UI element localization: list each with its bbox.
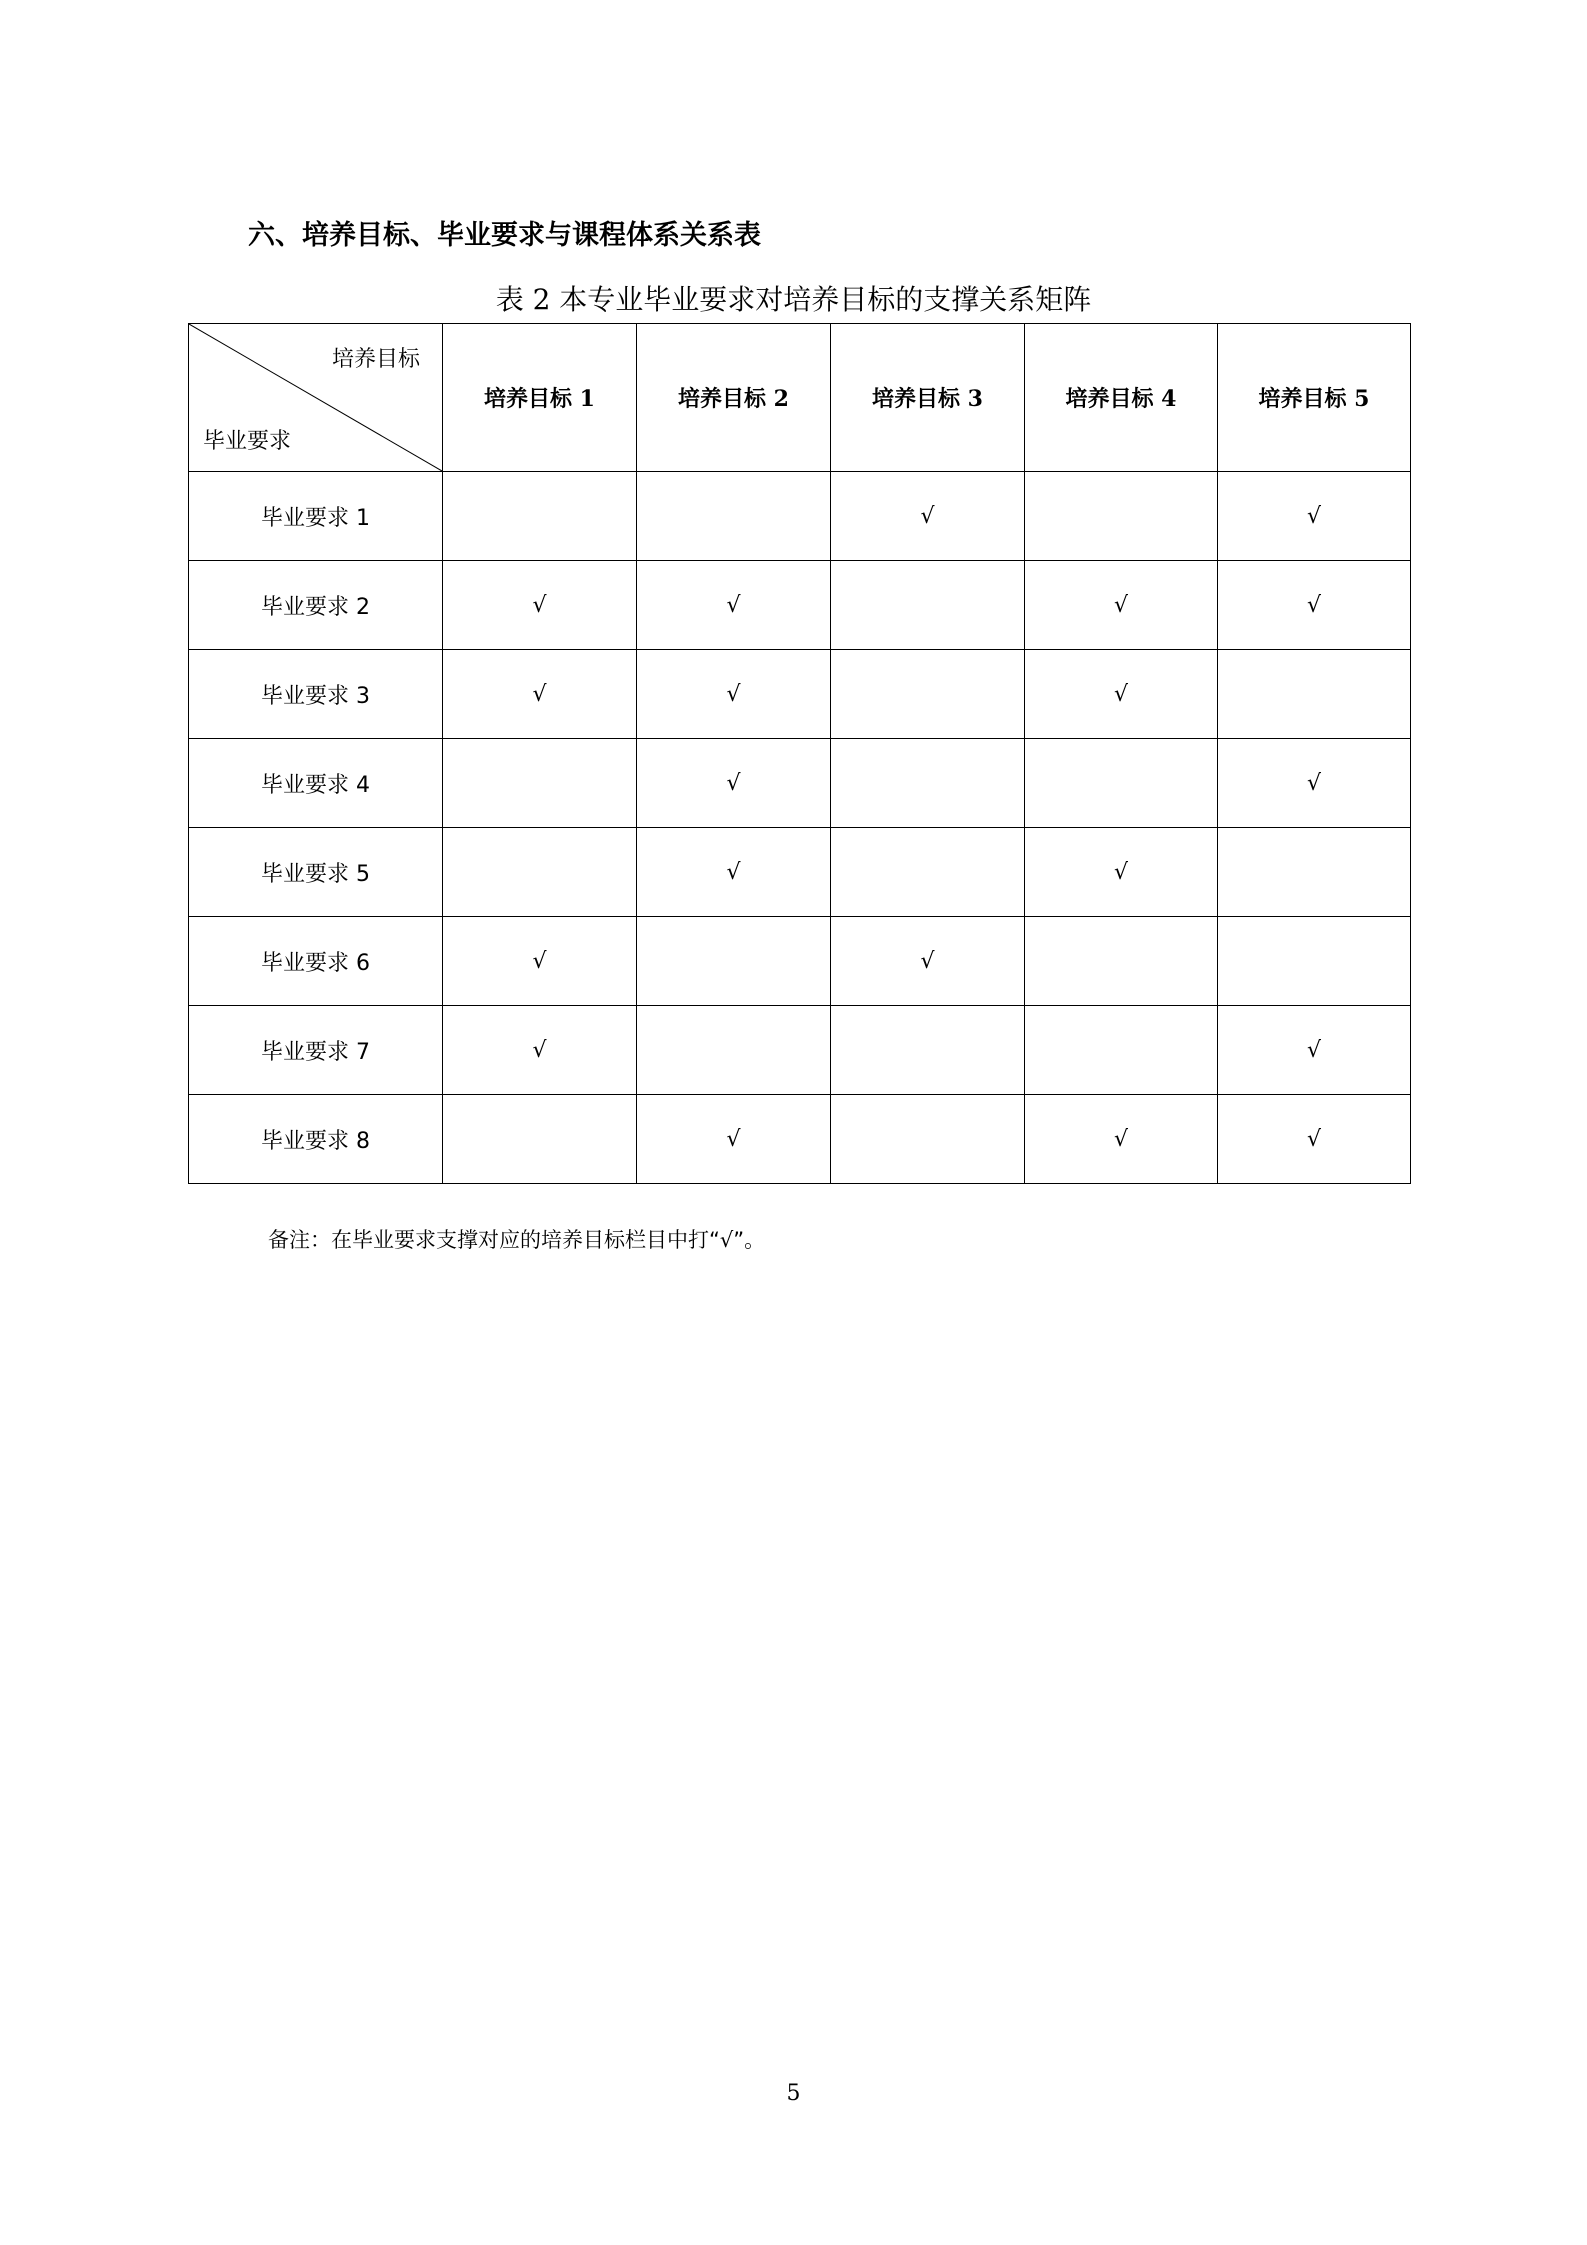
table-row (189, 472, 1411, 561)
corner-row-axis-label: 毕业要求 (203, 429, 292, 454)
matrix-cell: √ (637, 1095, 831, 1184)
matrix-cell (831, 1095, 1025, 1184)
column-header: 培养目标 2 (637, 324, 831, 472)
matrix-cell: √ (637, 561, 831, 650)
row-label: 毕业要求 4 (189, 739, 443, 828)
column-header: 培养目标 5 (1218, 324, 1411, 472)
matrix-cell: √ (1218, 472, 1411, 561)
table-row (189, 1095, 1411, 1184)
table-row (189, 739, 1411, 828)
table-row (189, 650, 1411, 739)
matrix-cell: √ (831, 917, 1025, 1006)
matrix-cell: √ (443, 1006, 637, 1095)
column-header: 培养目标 1 (443, 324, 637, 472)
row-label: 毕业要求 1 (189, 472, 443, 561)
matrix-cell: √ (1218, 1006, 1411, 1095)
page-number: 5 (786, 2081, 801, 2106)
matrix-cell: √ (637, 828, 831, 917)
matrix-cell (1218, 828, 1411, 917)
table-row (189, 917, 1411, 1006)
matrix-cell (443, 472, 637, 561)
matrix-cell (443, 739, 637, 828)
matrix-cell (831, 561, 1025, 650)
matrix-cell (637, 472, 831, 561)
matrix-cell (443, 1095, 637, 1184)
matrix-cell (1025, 472, 1218, 561)
matrix-cell (831, 739, 1025, 828)
matrix-cell (637, 917, 831, 1006)
matrix-cell: √ (1025, 650, 1218, 739)
row-label: 毕业要求 6 (189, 917, 443, 1006)
support-matrix-table (188, 323, 1411, 1184)
matrix-cell: √ (1218, 739, 1411, 828)
matrix-cell: √ (1025, 828, 1218, 917)
matrix-cell: √ (443, 650, 637, 739)
corner-column-axis-label: 培养目标 (331, 347, 420, 372)
table-row (189, 828, 1411, 917)
row-label: 毕业要求 7 (189, 1006, 443, 1095)
column-header: 培养目标 4 (1025, 324, 1218, 472)
matrix-cell (831, 828, 1025, 917)
table-row (189, 1006, 1411, 1095)
table-row (189, 561, 1411, 650)
row-label: 毕业要求 2 (189, 561, 443, 650)
matrix-cell: √ (637, 739, 831, 828)
matrix-cell (1025, 917, 1218, 1006)
matrix-cell (1218, 650, 1411, 739)
corner-header-cell (189, 324, 443, 472)
matrix-cell (831, 1006, 1025, 1095)
header-row (189, 324, 1411, 472)
matrix-cell (1218, 917, 1411, 1006)
matrix-cell: √ (637, 650, 831, 739)
matrix-cell: √ (1025, 561, 1218, 650)
table-caption: 表 2 本专业毕业要求对培养目标的支撑关系矩阵 (495, 283, 1092, 316)
table-note: 备注：在毕业要求支撑对应的培养目标栏目中打“√”。 (268, 1228, 766, 1252)
matrix-cell: √ (1218, 1095, 1411, 1184)
matrix-cell (443, 828, 637, 917)
matrix-cell: √ (831, 472, 1025, 561)
matrix-cell (637, 1006, 831, 1095)
column-header: 培养目标 3 (831, 324, 1025, 472)
matrix-cell: √ (1025, 1095, 1218, 1184)
row-label: 毕业要求 8 (189, 1095, 443, 1184)
row-label: 毕业要求 3 (189, 650, 443, 739)
matrix-cell: √ (443, 917, 637, 1006)
section-heading: 六、培养目标、毕业要求与课程体系关系表 (248, 220, 761, 251)
matrix-cell: √ (443, 561, 637, 650)
matrix-cell: √ (1218, 561, 1411, 650)
row-label: 毕业要求 5 (189, 828, 443, 917)
matrix-cell (831, 650, 1025, 739)
matrix-cell (1025, 739, 1218, 828)
matrix-cell (1025, 1006, 1218, 1095)
